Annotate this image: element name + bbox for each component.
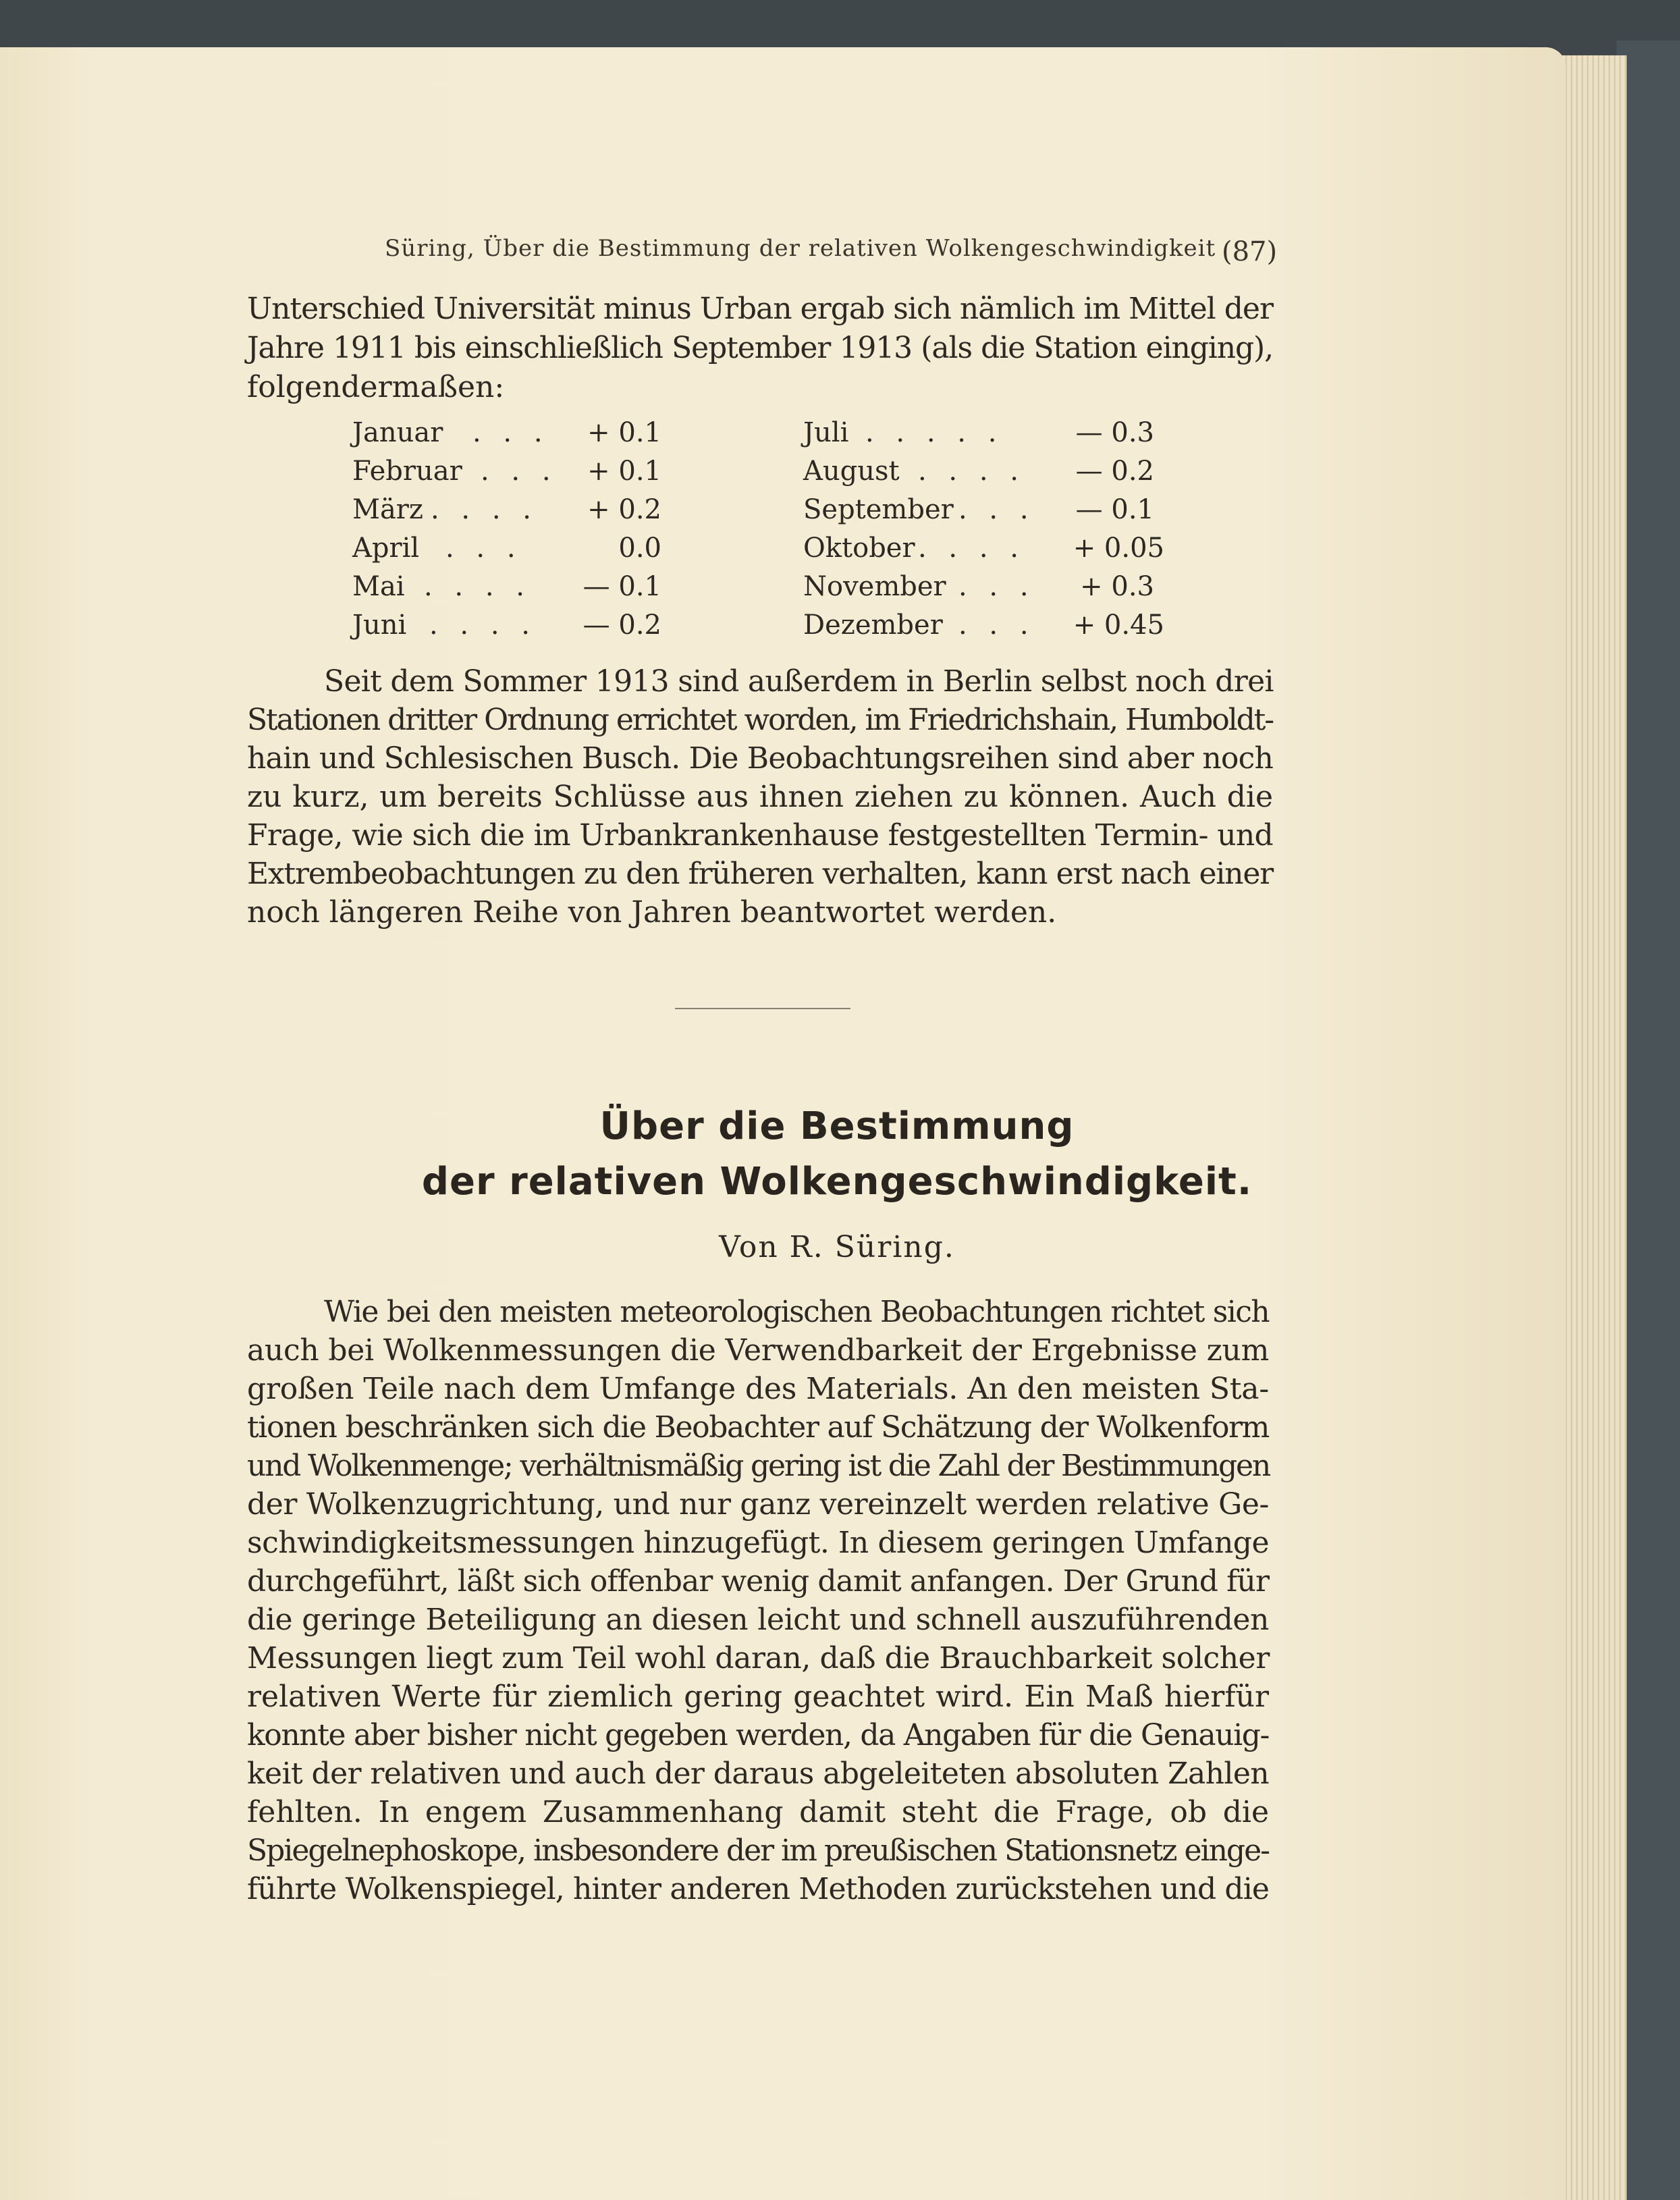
table-value: — 0.1 (1075, 494, 1154, 525)
table-leader: . . . (958, 610, 1035, 641)
paragraph2-line-14: fehlten. In engem Zusammenhang damit steht die Frage, ob die (247, 1795, 1269, 1829)
paragraph2-line-13: keit der relativen und auch der daraus abgeleiteten absoluten Zahlen (247, 1756, 1269, 1791)
table-month: Februar (352, 456, 462, 487)
intro-line-1: Unterschied Universität minus Urban ergab sich nämlich im Mittel der (247, 292, 1273, 326)
paragraph1-line-3: hain und Schlesischen Busch. Die Beobachtungsreihen sind aber noch (247, 741, 1273, 776)
table-month: März (352, 494, 423, 525)
table-month: August (803, 456, 900, 487)
table-value: + 0.05 (1073, 533, 1164, 564)
table-leader: . . . (472, 417, 549, 448)
paragraph1-line-7: noch längeren Reihe von Jahren beantwortet werden. (247, 895, 1057, 930)
table-month: November (803, 571, 946, 602)
table-value: + 0.3 (1080, 571, 1154, 602)
paragraph1-line-6: Extrembeobachtungen zu den früheren verhalten, kann erst nach einer (247, 857, 1273, 891)
paragraph2-line-1: Wie bei den meisten meteorologischen Beobachtungen richtet sich (324, 1295, 1269, 1329)
paragraph2-line-4: tionen beschränken sich die Beobachter auf Schätzung der Wolkenform (247, 1410, 1269, 1445)
table-leader: . . . (481, 456, 558, 487)
paragraph2-line-2: auch bei Wolkenmessungen die Verwendbarkeit der Ergebnisse zum (247, 1333, 1269, 1368)
table-value: + 0.1 (587, 417, 661, 448)
paragraph2-line-7: schwindigkeitsmessungen hinzugefügt. In diesem geringen Umfange (247, 1526, 1269, 1560)
table-value: — 0.2 (1075, 456, 1154, 487)
paragraph2-line-10: Messungen liegt zum Teil wohl daran, daß die Brauchbarkeit solcher (247, 1641, 1270, 1675)
section-divider (675, 1008, 850, 1009)
table-leader: . . . . (424, 571, 532, 602)
table-month: Januar (352, 417, 443, 448)
paragraph2-line-3: großen Teile nach dem Umfange des Materials. An den meisten Sta- (247, 1372, 1269, 1406)
table-leader: . . . (958, 571, 1035, 602)
article-title-line-1: Über die Bestimmung (599, 1104, 1075, 1148)
table-month: September (803, 494, 954, 525)
table-leader: . . . . (918, 533, 1026, 564)
table-month: Dezember (803, 610, 943, 641)
paragraph1-line-2: Stationen dritter Ordnung errichtet worden, im Friedrichshain, Humboldt- (247, 703, 1273, 737)
table-value: + 0.2 (587, 494, 661, 525)
table-value: 0.0 (618, 533, 661, 564)
table-value: — 0.2 (582, 610, 661, 641)
table-month: April (352, 533, 420, 564)
table-leader: . . . (958, 494, 1035, 525)
paragraph2-line-6: der Wolkenzugrichtung, und nur ganz vereinzelt werden relative Ge- (247, 1487, 1269, 1522)
paragraph2-line-5: und Wolkenmenge; verhältnismäßig gering ist die Zahl der Bestimmungen (247, 1449, 1270, 1483)
paragraph1-line-5: Frage, wie sich die im Urbankrankenhause festgestellten Termin- und (247, 818, 1273, 853)
table-month: Oktober (803, 533, 915, 564)
article-byline: Von R. Süring. (719, 1230, 955, 1264)
table-leader: . . . . (431, 494, 539, 525)
table-leader: . . . . (429, 610, 537, 641)
table-leader: . . . (445, 533, 522, 564)
paragraph2-line-9: die geringe Beteiligung an diesen leicht und schnell auszuführenden (247, 1603, 1269, 1637)
table-value: + 0.45 (1073, 610, 1164, 641)
intro-line-3: folgendermaßen: (247, 370, 505, 404)
paragraph2-line-11: relativen Werte für ziemlich gering geachtet wird. Ein Maß hierfür (247, 1680, 1269, 1714)
paragraph1-line-1: Seit dem Sommer 1913 sind außerdem in Berlin selbst noch drei (324, 664, 1274, 699)
table-value: — 0.1 (582, 571, 661, 602)
running-header: Süring, Über die Bestimmung der relativen Wolkengeschwindigkeit (385, 235, 1216, 262)
table-month: Juli (803, 417, 849, 448)
paragraph2-line-12: konnte aber bisher nicht gegeben werden, da Angaben für die Genauig- (247, 1718, 1269, 1752)
table-month: Mai (352, 571, 405, 602)
table-value: — 0.3 (1075, 417, 1154, 448)
table-month: Juni (352, 610, 407, 641)
intro-line-2: Jahre 1911 bis einschließlich September 1913 (als die Station einging), (247, 331, 1273, 365)
paragraph1-line-4: zu kurz, um bereits Schlüsse aus ihnen ziehen zu können. Auch die (247, 780, 1273, 814)
paragraph2-line-15: Spiegelnephoskope, insbesondere der im preußischen Stationsnetz einge- (247, 1833, 1269, 1868)
table-leader: . . . . . (865, 417, 1004, 448)
article-title-line-2: der relativen Wolkengeschwindigkeit. (421, 1160, 1253, 1204)
paragraph2-line-8: durchgeführt, läßt sich offenbar wenig damit anfangen. Der Grund für (247, 1564, 1270, 1599)
table-leader: . . . . (918, 456, 1026, 487)
page-number: (87) (1222, 236, 1278, 267)
paragraph2-line-16: führte Wolkenspiegel, hinter anderen Methoden zurückstehen und die (247, 1872, 1269, 1906)
table-value: + 0.1 (587, 456, 661, 487)
